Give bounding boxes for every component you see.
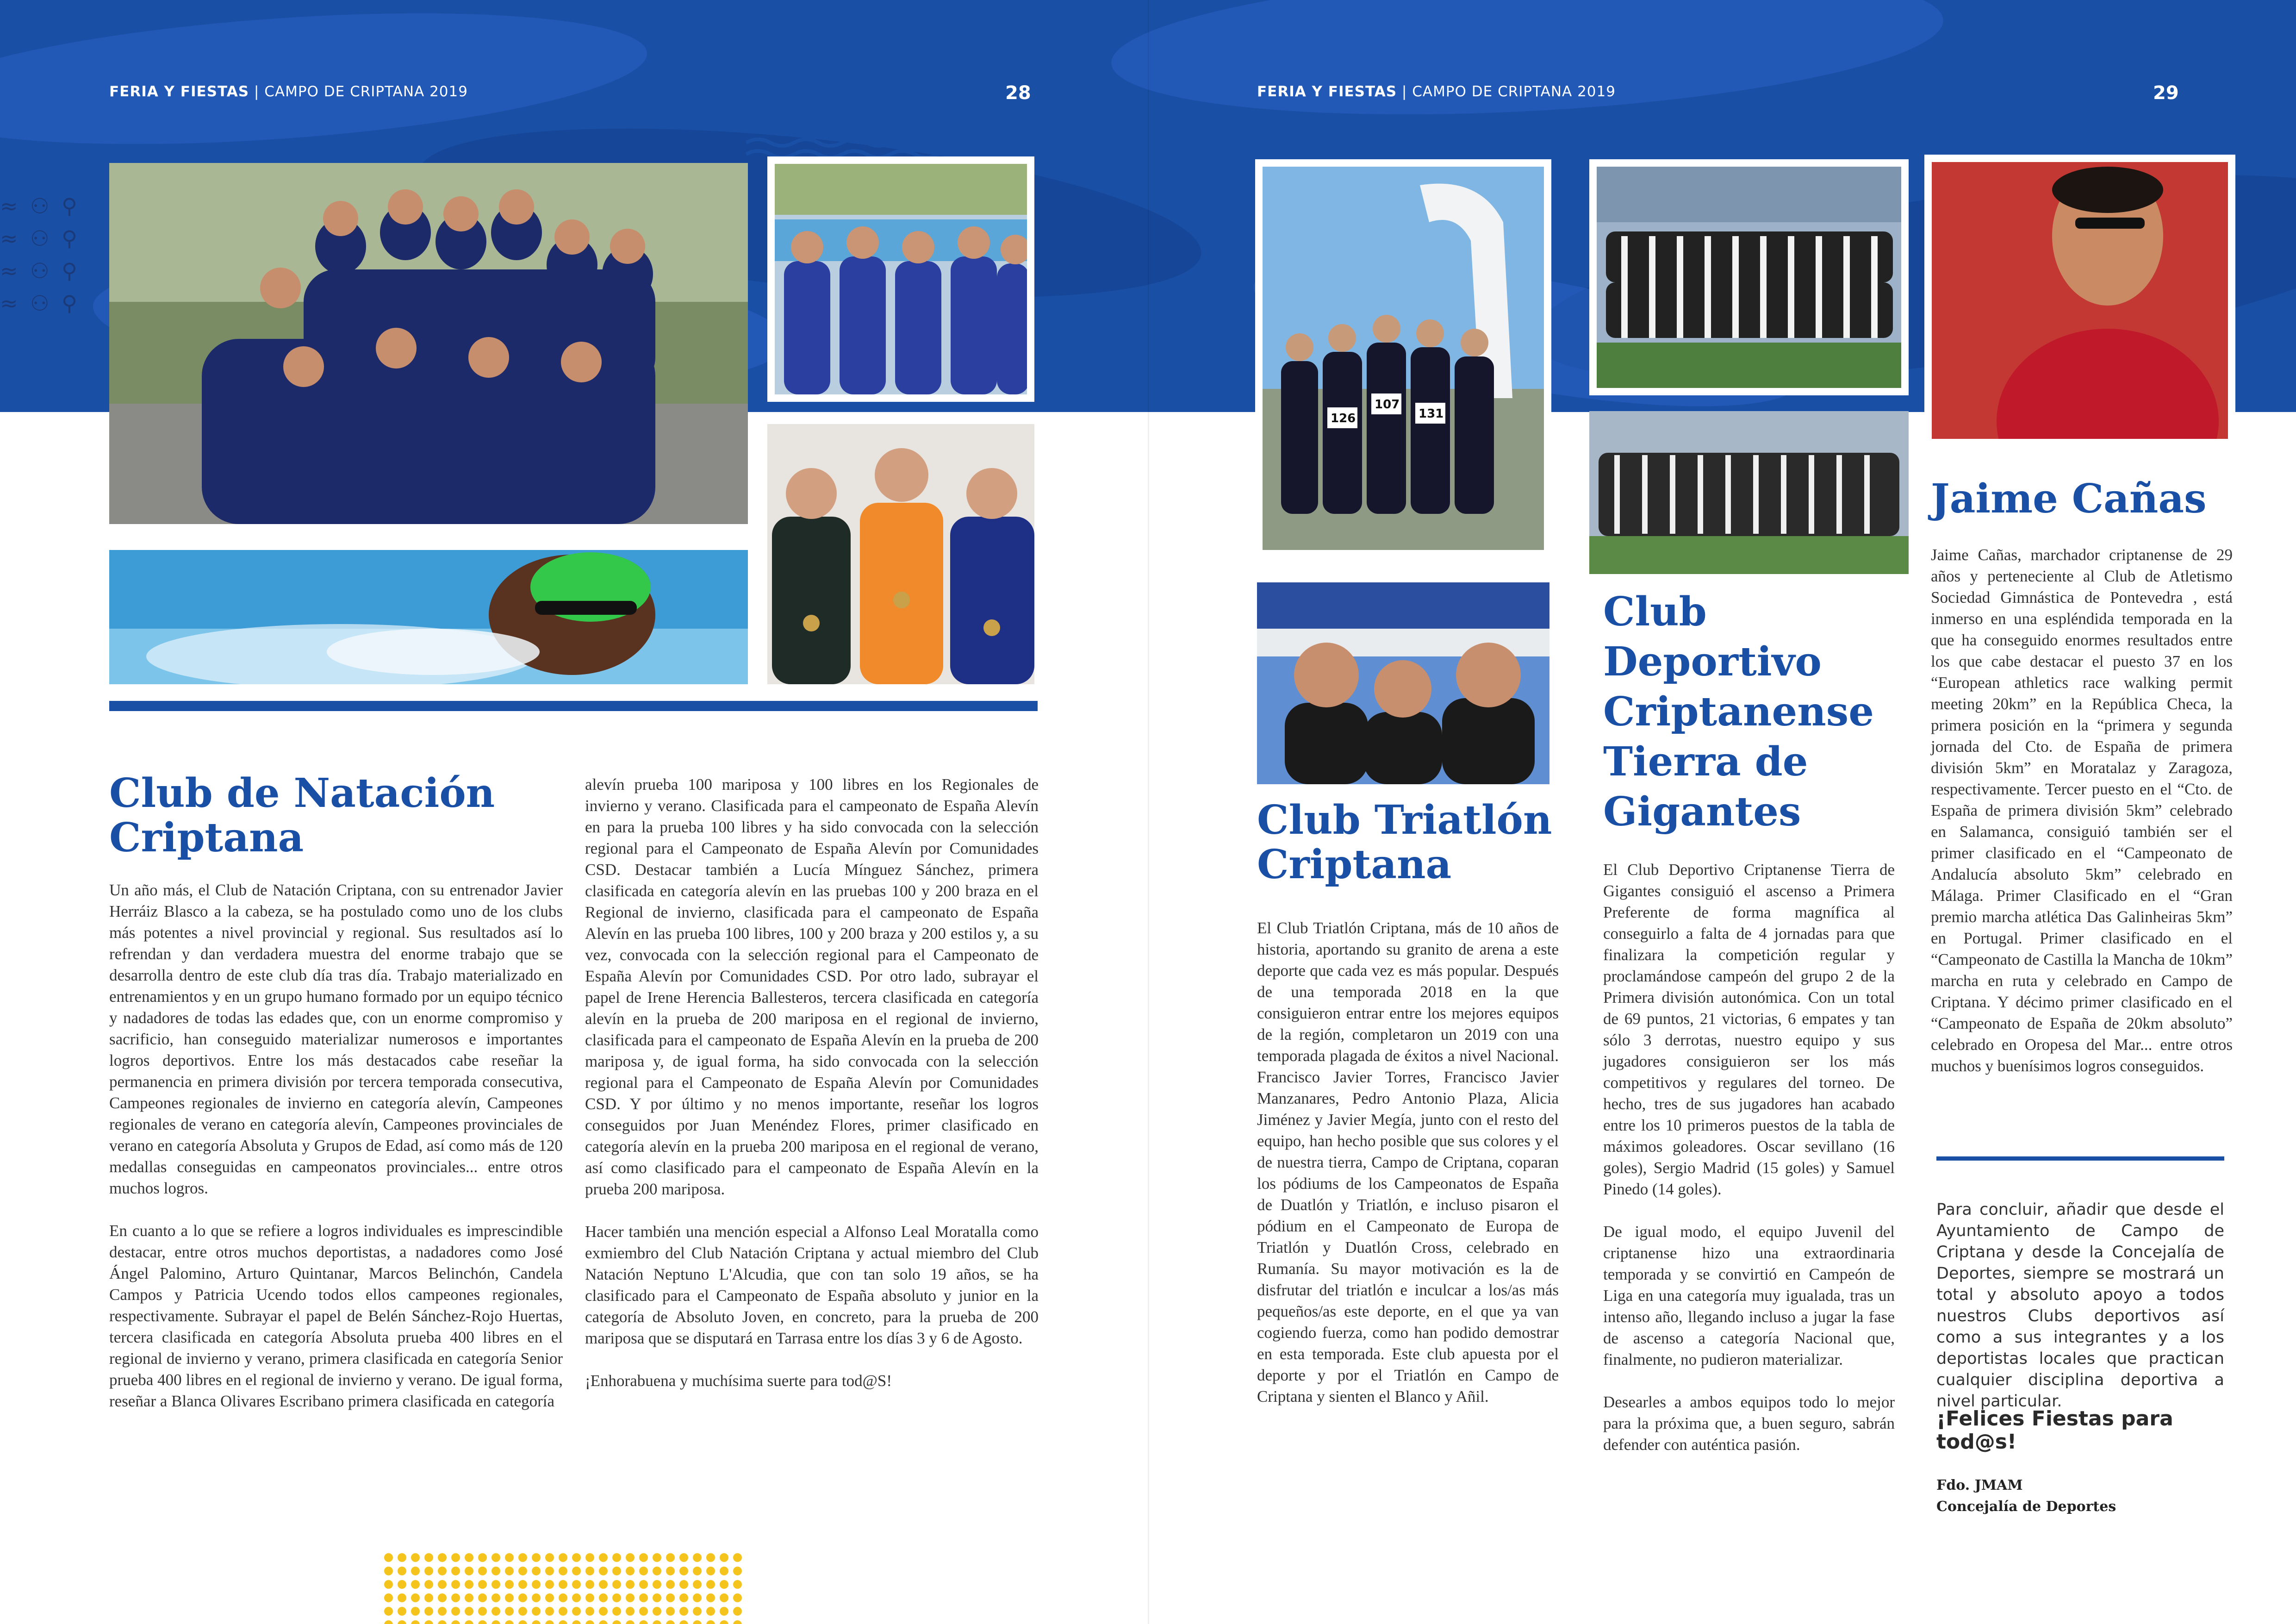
page-gutter	[1148, 0, 1149, 1624]
paragraph: Hacer también una mención especial a Alfonso Leal Moratalla como exmiembro del Club Natación Criptana y actual miembro del Club Natación Neptuno L'Alcudia, que con tan solo 19 años, se ha clasificado para el Campeonato de España absoluto y junior en la categoría de Absoluto Joven, en concreto, para la prueba de 200 mariposa que se disputará en Tarrasa entre los días 3 y 6 de Agosto.	[585, 1223, 1039, 1347]
bib-number: 107	[1375, 398, 1400, 412]
photo-football-team-first	[1589, 159, 1909, 395]
photo-swimmers-at-pool	[767, 156, 1034, 402]
paragraph: Desearles a ambos equipos todo lo mejor para la próxima que, a buen seguro, sabrán defender con auténtica pasión.	[1603, 1393, 1895, 1454]
title-line: Club de Natación	[109, 770, 495, 817]
felices-fiestas: ¡Felices Fiestas para tod@s!	[1936, 1407, 2173, 1454]
triatlon-body	[1257, 918, 1559, 1429]
natacion-column-1	[109, 880, 563, 1433]
running-header-left	[109, 83, 468, 100]
title-line: Criptana	[1257, 841, 1452, 888]
natacion-title	[109, 771, 495, 861]
closing-text: Para concluir, añadir que desde el Ayuntamiento de Campo de Criptana y desde la Concejalía de Deportes, siempre se mostrará un total y absoluto apoyo a todos nuestros Clubs deportivos así como a sus integrantes y a los deportistas locales que practican cualquier disciplina deportiva a nivel particular.	[1936, 1200, 2224, 1411]
header-separator: |	[1397, 83, 1412, 100]
paragraph: ¡Enhorabuena y muchísima suerte para tod@S!	[585, 1372, 892, 1390]
header-brand: FERIA Y FIESTAS	[1257, 83, 1397, 100]
title-line: Tierra de	[1603, 738, 1808, 785]
header-brand: FERIA Y FIESTAS	[109, 83, 249, 100]
photo-football-team-juvenil	[1589, 411, 1909, 574]
triathlon-swimmer-icon: ≈ ⚇ ⚲	[0, 291, 80, 316]
page-number-right: 29	[2153, 82, 2179, 104]
bib-number: 131	[1419, 407, 1444, 421]
bib-number: 126	[1331, 412, 1356, 425]
title-line: Criptanense	[1603, 688, 1874, 735]
header-subtitle: CAMPO DE CRIPTANA 2019	[264, 83, 468, 100]
canas-title: Jaime Cañas	[1931, 475, 2207, 522]
title-line: Club Triatlón	[1257, 797, 1552, 843]
closing-divider	[1936, 1156, 2224, 1161]
natacion-column-2	[585, 774, 1039, 1413]
title-line: Gigantes	[1603, 788, 1801, 835]
triatlon-title	[1257, 798, 1552, 887]
triathlon-runner-icon: ≈ ⚇ ⚲	[0, 258, 80, 283]
header-subtitle: CAMPO DE CRIPTANA 2019	[1412, 83, 1616, 100]
running-header-right	[1257, 83, 1616, 100]
photo-swim-team-group	[109, 163, 748, 524]
photo-triathlon-finish	[1255, 159, 1551, 557]
photo-jaime-canas	[1924, 155, 2235, 446]
yellow-dot-pattern	[382, 1551, 743, 1624]
photo-swimmers-medals	[767, 424, 1034, 684]
paragraph: De igual modo, el equipo Juvenil del criptanense hizo una extraordinaria temporada y se convirtió en Campeón de Liga en una categoría muy igualada, tras un intenso año, llegando incluso a jugar la fase de ascenso a categoría Nacional que, finalmente, no pudieron materializar.	[1603, 1223, 1895, 1368]
paragraph: El Club Deportivo Criptanense Tierra de Gigantes consiguió el ascenso a Primera Preferente de forma magnífica al conseguirlo a falta de 4 jornadas para que finalizara la competición regular y proclamándose campeón del grupo 2 de la Primera división autonómica. Con un total de 69 puntos, 21 victorias, 6 empates y tan sólo 3 derrotas, nuestro equipo y sus jugadores consiguieron ser los más competitivos y regulares del torneo. De hecho, tres de sus jugadores han acabado entre los 10 primeros puestos de la tabla de máximos goleadores. Oscar sevillano (16 goles), Sergio Madrid (15 goles) y Samuel Pinedo (14 goles).	[1603, 861, 1895, 1198]
header-separator: |	[249, 83, 265, 100]
triathlon-cyclist-icon: ≈ ⚇ ⚲	[0, 226, 80, 251]
title-line: Criptana	[109, 814, 304, 862]
signature-department: Concejalía de Deportes	[1936, 1499, 2116, 1515]
page-number-left: 28	[1005, 82, 1031, 104]
photo-swimmer-butterfly	[109, 550, 748, 684]
paragraph: Jaime Cañas, marchador criptanense de 29 años y perteneciente al Club de Atletismo Sociedad Gimnástica de Pontevedra , está inmerso en una espléndida temporada en la que ha conseguido enormes resultados entre los que cabe destacar el puesto 37 en los “European athletics race walking permit meeting 20km” en la República Checa, la primera posición en la “primera y segunda jornada del Cto. de España de primera división 5km” en Moratalaz y Zaragoza, respectivamente. Tercer puesto en el “Cto. de España de primera división 5km” celebrado en Salamanca, consiguió también ser el primer clasificado en el “Campeonato de Andalucía absoluto 5km” celebrado en Málaga. Primer Clasificado en el “Gran premio marcha atlética Das Galinheiras 5km” en Portugal. Primer clasificado en el “Campeonato de Castilla la Mancha de 10km” marcha en ruta y celebrado en Campo de Criptana. Y décimo primer clasificado en el “Campeonato de España de 20km absoluto” celebrado en Oropesa del Mar... entre otros muchos y buenísimos logros conseguidos.	[1931, 546, 2233, 1075]
title-line: Deportivo	[1603, 638, 1822, 685]
paragraph: En cuanto a lo que se refiere a logros individuales es imprescindible destacar, entre otros muchos deportistas, a nadadores como José Ángel Palomino, Arturo Quintanar, Marcos Belinchón, Candela Campos y Patricia Ucendo todos ellos campeones regionales, respectivamente. Subrayar el papel de Belén Sánchez-Rojo Huertas, tercera clasificada en categoría Absoluta prueba 400 libres en el regional de invierno y verano, primera clasificada en categoría Senior prueba 400 libres en el regional de invierno y verano. De igual forma, reseñar a Blanca Olivares Escribano primera clasificada en categoría	[109, 1222, 563, 1410]
paragraph: Un año más, el Club de Natación Criptana, con su entrenador Javier Herráiz Blasco a la cabeza, se ha postulado como uno de los clubs más potentes a nivel provincial y regional. Sus resultados así lo refrendan y dan verdadera muestra del enorme trabajo que se desarrolla dentro de este club día tras día. Trabajo materializado en entrenamientos y en un grupo humano formado por un equipo técnico y nadadores de todas las edades que, con un enorme compromiso y sacrificio, han conseguido materializar numerosos e importantes logros deportivos. Entre los más destacados cabe reseñar la permanencia en primera división por tercera temporada consecutiva, Campeones regionales de invierno en categoría alevín, Campeones regionales de verano en categoría alevín, Campeones provinciales de verano en categoría Absoluta y Grupos de Edad, así como más de 120 medallas conseguidas en campeonatos provinciales... entre otros muchos logros.	[109, 881, 563, 1197]
signature: Fdo. JMAM	[1936, 1477, 2023, 1493]
canas-body	[1931, 544, 2233, 1098]
gigantes-title	[1603, 587, 1874, 837]
triathlon-swimmer-icon: ≈ ⚇ ⚲	[0, 194, 80, 219]
gigantes-body	[1603, 859, 1895, 1477]
photo-triathletes-selfie	[1257, 582, 1549, 784]
title-line: Club	[1603, 588, 1707, 635]
section-divider-left	[109, 701, 1038, 711]
paragraph: alevín prueba 100 mariposa y 100 libres en los Regionales de invierno y verano. Clasificada para el campeonato de España Alevín en para la prueba 100 libres y ha sido convocada con la selección regional para el Campeonato de España Alevín por Comunidades CSD. Destacar también a Lucía Mínguez Sánchez, primera clasificada en categoría alevín en las pruebas 100 y 200 braza en el Regional de invierno, clasificada para el campeonato de España Alevín en las prueba 100 libres, 100 y 200 braza y 200 estilos y, a su vez, convocada con la selección regional para el Campeonato de España Alevín por Comunidades CSD. Por otro lado, subrayar el papel de Irene Herencia Ballesteros, tercera clasificada en categoría alevín en la prueba de 200 mariposa en el regional de invierno, clasificada para el campeonato de España Alevín en la prueba de 200 mariposa y, de igual forma, ha sido convocada con la selección regional para el Campeonato de España Alevín por Comunidades CSD. Y por último y no menos importante, reseñar los logros conseguidos por Juan Menéndez Flores, primer clasificado en categoría alevín en la prueba 200 mariposa en el regional de verano, así como clasificado para el campeonato de España Alevín en la prueba 200 mariposa.	[585, 775, 1039, 1198]
paragraph: El Club Triatlón Criptana, más de 10 años de historia, aportando su granito de arena a este deporte que cada vez es más popular. Después de una temporada 2018 en la que consiguieron entrar entre los mejores equipos de la región, completaron un 2019 con una temporada plagada de éxitos a nivel Nacional. Francisco Javier Torres, Francisco Javier Manzanares, Pedro Antonio Plaza, Alicia Jiménez y Javier Megía, junto con el resto del equipo, han hecho posible que sus colores y el de nuestra tierra, Campo de Criptana, coparan los pódiums de los Campeonatos de España de Duatlón y Triatlón, e incluso pisaron el pódium en el Campeonato de Europa de Triatlón y Duatlón Cross, celebrado en Rumanía. Su mayor motivación es la de disfrutar del triatlón e inculcar a los/as más pequeños/as este deporte, en el que ya van cogiendo fuerza, como han podido demostrar en esta temporada. Este club apuesta por el deporte y por el Triatlón en Campo de Criptana y sienten el Blanco y Añil.	[1257, 919, 1559, 1405]
triathlon-icon-pattern	[0, 190, 106, 319]
